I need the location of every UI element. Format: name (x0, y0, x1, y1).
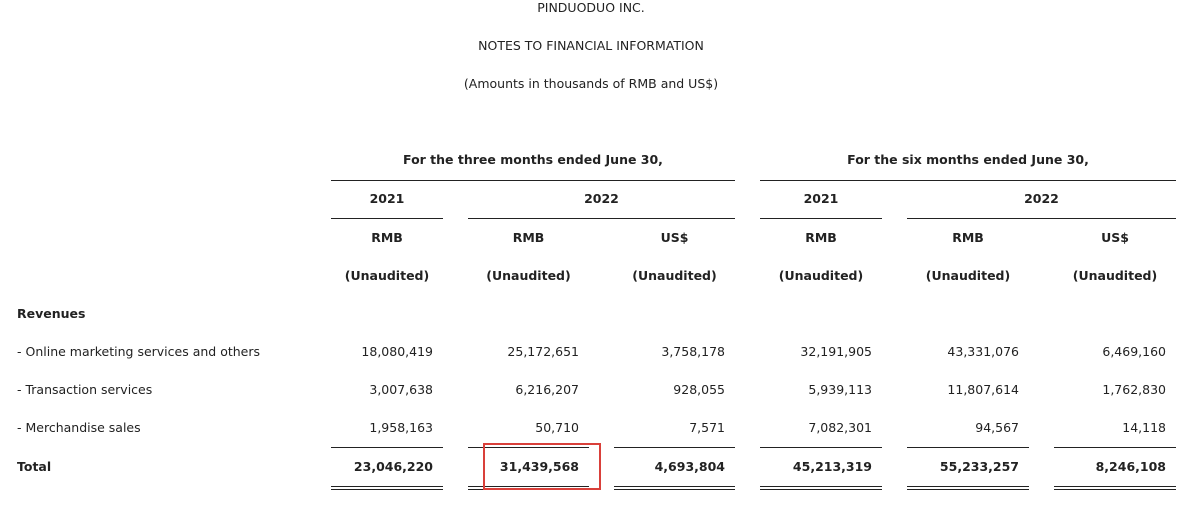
year-rule (907, 218, 1176, 219)
row-label: - Transaction services (17, 382, 153, 397)
total-double-rule (907, 486, 1029, 490)
table-cell: 11,807,614 (947, 382, 1019, 397)
currency-header: RMB (805, 230, 837, 245)
table-cell: 7,082,301 (808, 420, 872, 435)
audit-status: (Unaudited) (486, 268, 571, 283)
table-cell: 43,331,076 (947, 344, 1019, 359)
total-top-rule (1054, 447, 1176, 448)
table-cell: 18,080,419 (361, 344, 433, 359)
table-cell: 7,571 (689, 420, 725, 435)
year-rule (760, 218, 882, 219)
highlight-box (483, 443, 601, 490)
total-label: Total (17, 459, 52, 474)
total-cell: 55,233,257 (939, 459, 1019, 474)
table-cell: 32,191,905 (800, 344, 872, 359)
total-top-rule (907, 447, 1029, 448)
total-cell: 8,246,108 (1095, 459, 1166, 474)
total-double-rule (614, 486, 735, 490)
table-cell: 1,958,163 (369, 420, 433, 435)
section-label-revenues: Revenues (17, 306, 86, 321)
document-subtitle: NOTES TO FINANCIAL INFORMATION (478, 38, 704, 53)
table-cell: 928,055 (673, 382, 725, 397)
total-cell: 31,439,568 (499, 459, 579, 474)
table-cell: 6,469,160 (1102, 344, 1166, 359)
year-header: 2021 (803, 191, 839, 206)
table-cell: 1,762,830 (1102, 382, 1166, 397)
currency-header: RMB (512, 230, 545, 245)
total-cell: 45,213,319 (792, 459, 872, 474)
total-cell: 23,046,220 (353, 459, 433, 474)
currency-header: US$ (1101, 230, 1129, 245)
table-cell: 25,172,651 (507, 344, 579, 359)
company-name: PINDUODUO INC. (537, 0, 645, 15)
currency-header: RMB (952, 230, 984, 245)
period-rule-six-months (760, 180, 1176, 181)
table-cell: 5,939,113 (808, 382, 872, 397)
audit-status: (Unaudited) (925, 268, 1011, 283)
row-label: - Merchandise sales (17, 420, 141, 435)
table-cell: 50,710 (535, 420, 579, 435)
period-three-months: For the three months ended June 30, (403, 152, 663, 167)
total-double-rule (331, 486, 443, 490)
year-header: 2021 (369, 191, 405, 206)
audit-status: (Unaudited) (1072, 268, 1158, 283)
table-cell: 6,216,207 (515, 382, 579, 397)
period-six-months: For the six months ended June 30, (847, 152, 1089, 167)
units-note: (Amounts in thousands of RMB and US$) (463, 76, 719, 91)
total-cell: 4,693,804 (654, 459, 725, 474)
currency-header: US$ (660, 230, 689, 245)
audit-status: (Unaudited) (778, 268, 864, 283)
total-double-rule (760, 486, 882, 490)
year-rule (331, 218, 443, 219)
audit-status: (Unaudited) (344, 268, 430, 283)
table-cell: 3,007,638 (369, 382, 433, 397)
total-top-rule (331, 447, 443, 448)
audit-status: (Unaudited) (632, 268, 717, 283)
currency-header: RMB (371, 230, 403, 245)
year-header: 2022 (1024, 191, 1059, 206)
row-label: - Online marketing services and others (17, 344, 261, 359)
table-cell: 14,118 (1122, 420, 1166, 435)
year-header: 2022 (584, 191, 619, 206)
total-top-rule (760, 447, 882, 448)
table-cell: 94,567 (975, 420, 1019, 435)
table-cell: 3,758,178 (661, 344, 725, 359)
period-rule-three-months (331, 180, 735, 181)
total-double-rule (1054, 486, 1176, 490)
year-rule (468, 218, 735, 219)
total-top-rule (614, 447, 735, 448)
